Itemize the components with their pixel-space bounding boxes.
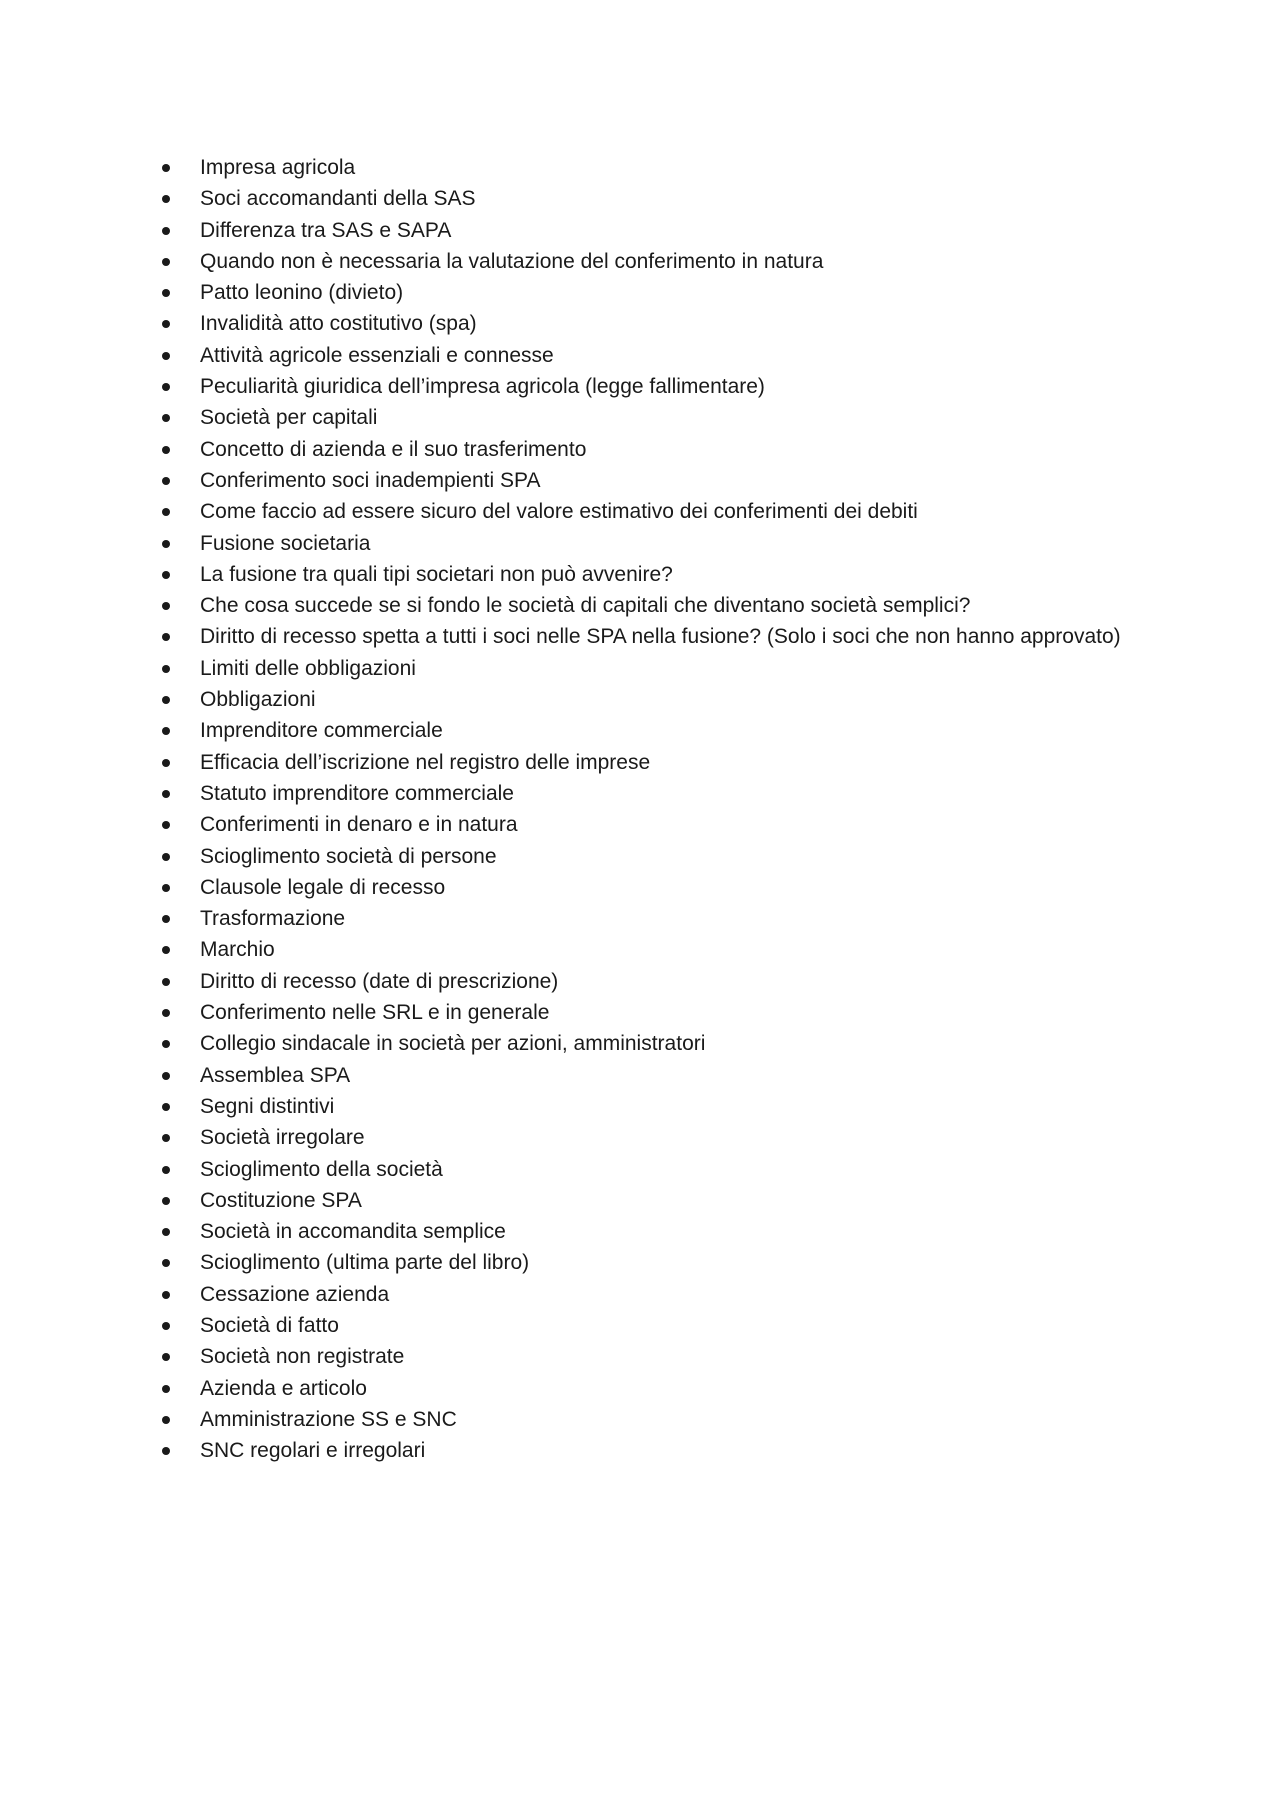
bullet-icon <box>162 164 170 172</box>
bullet-icon <box>162 1072 170 1080</box>
bullet-icon <box>162 727 170 735</box>
list-item-text: Scioglimento (ultima parte del libro) <box>200 1251 530 1275</box>
list-item-text: Diritto di recesso spetta a tutti i soci nelle SPA nella fusione? (Solo i soci che non hanno approvato) <box>200 625 1121 649</box>
bullet-icon <box>162 1291 170 1299</box>
list-item-text: Marchio <box>200 938 275 962</box>
bullet-icon <box>162 1103 170 1111</box>
bullet-icon <box>162 289 170 297</box>
list-item-text: Limiti delle obbligazioni <box>200 656 416 680</box>
bullet-icon <box>162 1134 170 1142</box>
list-item-text: Azienda e articolo <box>200 1376 367 1400</box>
bullet-icon <box>162 195 170 203</box>
list-item-text: Attività agricole essenziali e connesse <box>200 343 554 367</box>
list-item-text: Patto leonino (divieto) <box>200 281 404 305</box>
list-item-text: Peculiarità giuridica dell’impresa agricola (legge fallimentare) <box>200 375 765 399</box>
bullet-icon <box>162 1009 170 1017</box>
list-item-text: Assemblea SPA <box>200 1063 351 1087</box>
list-item-text: Impresa agricola <box>200 156 356 179</box>
list-item-text: Conferimento soci inadempienti SPA <box>200 468 541 492</box>
bullet-icon <box>162 915 170 923</box>
bullet-icon <box>162 759 170 767</box>
bullet-icon <box>162 1166 170 1174</box>
list-item-text: Società irregolare <box>200 1126 365 1150</box>
list-item-text: Conferimento nelle SRL e in generale <box>200 1001 550 1025</box>
list-item-text: Obbligazioni <box>200 688 316 712</box>
bullet-icon <box>162 633 170 641</box>
list-item-text: Quando non è necessaria la valutazione del conferimento in natura <box>200 249 824 273</box>
bullet-icon <box>162 1416 170 1424</box>
bullet-icon <box>162 352 170 360</box>
list-item-text: Segni distintivi <box>200 1094 335 1118</box>
bullet-icon <box>162 258 170 266</box>
list-item-text: Cessazione azienda <box>200 1282 390 1306</box>
bullet-icon <box>162 884 170 892</box>
list-item-text: Soci accomandanti della SAS <box>200 187 476 211</box>
list-item-text: La fusione tra quali tipi societari non può avvenire? <box>200 562 673 586</box>
list-item-text: Costituzione SPA <box>200 1188 362 1212</box>
list-item-text: Imprenditore commerciale <box>200 719 443 743</box>
list-item-text: Società per capitali <box>200 406 378 430</box>
list-item-text: Collegio sindacale in società per azioni, amministratori <box>200 1032 706 1056</box>
bullet-icon <box>162 414 170 422</box>
bullet-icon <box>162 540 170 548</box>
list-item-text: Concetto di azienda e il suo trasferimento <box>200 437 587 461</box>
list-item-text: Invalidità atto costitutivo (spa) <box>200 312 477 336</box>
bullet-icon <box>162 383 170 391</box>
list-item-text: Amministrazione SS e SNC <box>200 1407 457 1431</box>
bullet-icon <box>162 665 170 673</box>
list-item-text: Conferimenti in denaro e in natura <box>200 813 518 837</box>
bullet-icon <box>162 477 170 485</box>
list-item-text: Diritto di recesso (date di prescrizione) <box>200 969 559 993</box>
bullet-icon <box>162 1228 170 1236</box>
list-item-text: Fusione societaria <box>200 531 371 555</box>
list-item-text: SNC regolari e irregolari <box>200 1439 426 1463</box>
list-item-text: Clausole legale di recesso <box>200 875 446 899</box>
list-item-text: Società in accomandita semplice <box>200 1220 506 1244</box>
list-item-text: Società di fatto <box>200 1313 339 1337</box>
bullet-icon <box>162 1353 170 1361</box>
list-item-text: Statuto imprenditore commerciale <box>200 781 514 805</box>
bullet-icon <box>162 946 170 954</box>
list-item-text: Differenza tra SAS e SAPA <box>200 218 452 242</box>
list-item-text: Scioglimento società di persone <box>200 844 497 868</box>
bullet-icon <box>162 602 170 610</box>
bullet-icon <box>162 978 170 986</box>
bullet-icon <box>162 1259 170 1267</box>
bullet-icon <box>162 1197 170 1205</box>
bullet-icon <box>162 227 170 235</box>
list-item-text: Che cosa succede se si fondo le società di capitali che diventano società semplici? <box>200 594 971 618</box>
list-item-text: Trasformazione <box>200 907 346 931</box>
list-item-text: Efficacia dell’iscrizione nel registro delle imprese <box>200 750 651 774</box>
bullet-icon <box>162 1322 170 1330</box>
bullet-icon <box>162 821 170 829</box>
list-item-text: Scioglimento della società <box>200 1157 443 1181</box>
bullet-icon <box>162 1385 170 1393</box>
bullet-icon <box>162 696 170 704</box>
list-item-text: Come faccio ad essere sicuro del valore estimativo dei conferimenti dei debiti <box>200 500 918 524</box>
bullet-icon <box>162 320 170 328</box>
bullet-icon <box>162 1040 170 1048</box>
bullet-icon <box>162 508 170 516</box>
bullet-icon <box>162 853 170 861</box>
bullet-icon <box>162 571 170 579</box>
bullet-icon <box>162 790 170 798</box>
bullet-icon <box>162 446 170 454</box>
bullet-icon <box>162 1447 170 1455</box>
list-item-text: Società non registrate <box>200 1345 405 1369</box>
